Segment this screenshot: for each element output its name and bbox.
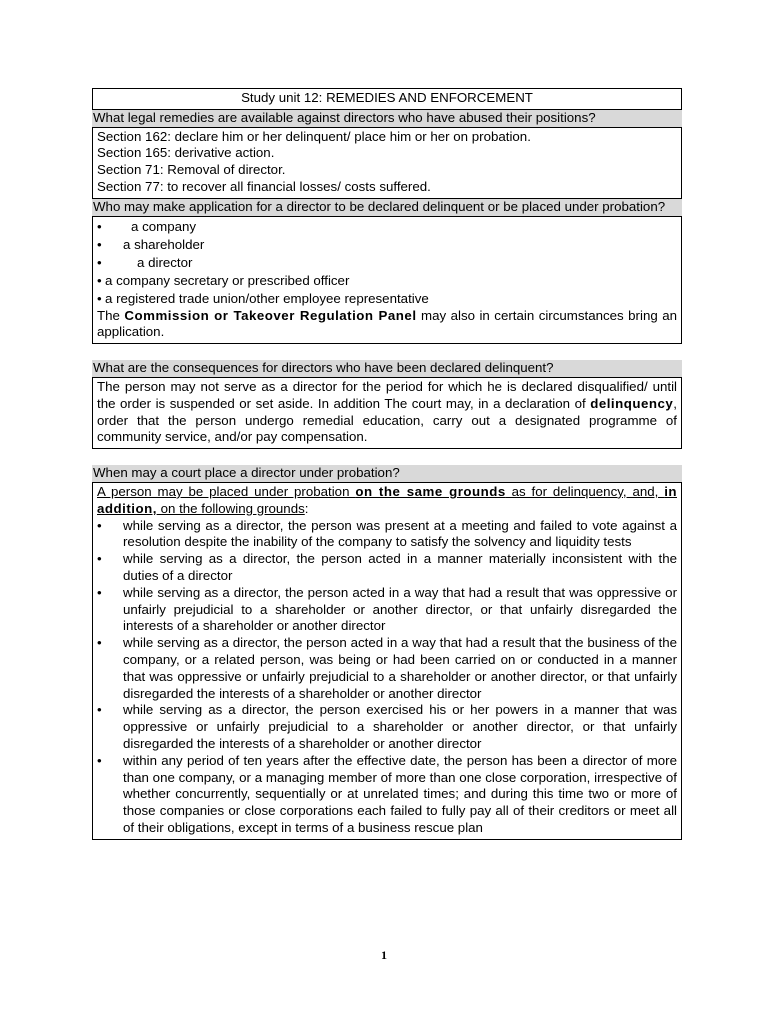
list-item: • a director [97, 254, 193, 270]
remedy-line: Section 162: declare him or her delinquent/ place him or her on probation. [97, 128, 531, 144]
bullet-icon: • [97, 236, 102, 252]
answer-consequences: The person may not serve as a director for the period for which he is declared disqualified/ until the order is suspended or set aside. In addition The court may, in a declaration of delinquency, order that the person undergo remedial education, carry out a designated programme of community service, and/or pay compensation. [92, 377, 682, 449]
list-item: • while serving as a director, the person acted in a way that had a result that was oppressive or unfairly prejudicial to a shareholder or another director, or that unfairly disregarded the interests of a shareholder or another director [97, 584, 677, 634]
probation-grounds-list [97, 518, 677, 837]
page-number: 1 [381, 948, 387, 962]
bullet-icon: • [97, 517, 102, 533]
bullet-icon: • [97, 290, 102, 306]
list-item: • a company secretary or prescribed officer [97, 272, 350, 288]
applicant-list [97, 218, 677, 308]
bullet-icon: • [97, 218, 102, 234]
bullet-icon: • [97, 584, 102, 600]
remedy-line: Section 77: to recover all financial losses/ costs suffered. [97, 178, 431, 194]
list-item: • a registered trade union/other employee representative [97, 290, 429, 306]
list-item: • while serving as a director, the person exercised his or her powers in a manner that was oppressive or unfairly prejudicial to a shareholder or another director, or that unfairly disregarded the interests of a shareholder or another director [97, 702, 677, 751]
remedy-line: Section 71: Removal of director. [97, 162, 286, 178]
answer-legal-remedies [92, 127, 682, 199]
document-page [92, 88, 682, 840]
answer-who-may-apply [92, 216, 682, 345]
bullet-icon: • [97, 254, 102, 270]
list-item: • while serving as a director, the person acted in a manner materially inconsistent with the duties of a director [97, 551, 677, 583]
bullet-icon: • [97, 635, 102, 651]
list-item: • a company [97, 218, 197, 234]
question-legal-remedies: What legal remedies are available against directors who have abused their positions? [92, 110, 682, 127]
bullet-icon: • [97, 551, 102, 567]
probation-intro: A person may be placed under probation on the same grounds as for delinquency, and, in addition, on the following grounds: [97, 483, 678, 516]
bullet-icon: • [97, 702, 102, 718]
remedy-line: Section 165: derivative action. [97, 145, 275, 161]
list-item: • while serving as a director, the person acted in a way that had a result that the business of the company, or a related person, was being or had been carried on or conducted in a manner that was oppressive or unfairly prejudicial to a shareholder or another director, or that unfairly disregarded the interests of a shareholder or another director [97, 635, 677, 701]
bullet-icon: • [97, 272, 102, 288]
list-item: • a shareholder [97, 236, 205, 252]
question-who-may-apply: Who may make application for a director to be declared delinquent or be placed under probation? [92, 199, 682, 216]
list-item: • while serving as a director, the person was present at a meeting and failed to vote against a resolution despite the inability of the company to satisfy the solvency and liquidity tests [97, 517, 677, 550]
unit-title: Study unit 12: REMEDIES AND ENFORCEMENT [92, 88, 682, 110]
bullet-icon: • [97, 752, 102, 768]
list-item: • within any period of ten years after the effective date, the person has been a director of more than one company, or a managing member of more than one close corporation, irrespective of whether concurrently, sequentially or at unrelated times; and during this time two or more of those companies or close corporations each failed to fully pay all of their creditors or meet all of their obligations, except in terms of a business rescue plan [97, 752, 677, 835]
question-consequences: What are the consequences for directors who have been declared delinquent? [92, 360, 682, 377]
question-probation: When may a court place a director under probation? [92, 465, 682, 482]
commission-note: The Commission or Takeover Regulation Panel may also in certain circumstances bring an application. [97, 307, 678, 340]
answer-probation [92, 482, 682, 840]
